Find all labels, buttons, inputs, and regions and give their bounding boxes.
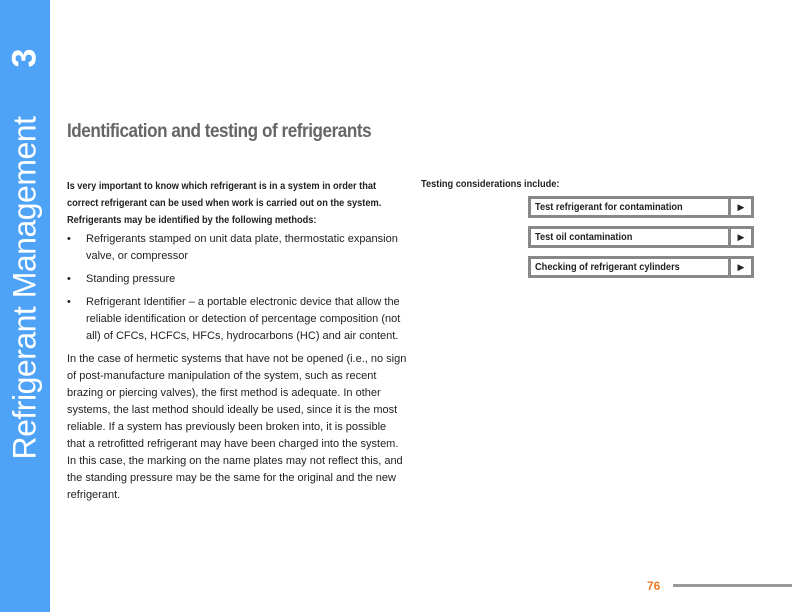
button-label: Test refrigerant for contamination — [535, 201, 683, 213]
body-paragraph: In the case of hermetic systems that have not be opened (i.e., no sign of post-manufacture manipulation of the system, such as recent brazing or piercing valves), the first method is adequate. In other systems, the last method should ideally be used, since it is the most reliable. If a system has previously been broken into, it is possible that a retrofitted refrigerant may have been charged into the system. In this case, the marking on the name plates may not reflect this, and the standing pressure may be the same for the original and the new refrigerant. — [67, 353, 407, 501]
list-item: • Standing pressure — [67, 271, 407, 288]
list-item: • Refrigerants stamped on unit data plate, thermostatic expansion valve, or compressor — [67, 231, 407, 265]
play-arrow-icon: ▶ — [728, 259, 751, 275]
page-number: 76 — [647, 579, 661, 593]
test-oil-button[interactable] — [528, 226, 754, 248]
methods-list — [67, 231, 407, 345]
intro-text: Is very important to know which refrigerant is in a system in order that correct refrigerant can be used when work is carried out on the system. Refrigerants may be identified by the following methods: — [67, 180, 382, 226]
body-column — [67, 231, 407, 504]
checking-cylinders-button[interactable] — [528, 256, 754, 278]
chapter-sidebar — [0, 0, 50, 612]
page-title: Identification and testing of refrigerants — [67, 121, 372, 142]
list-item: • Refrigerant Identifier – a portable electronic device that allow the reliable identification or detection of percentage composition (not all) of CFCs, HCFCs, HFCs, hydrocarbons (HC) and air content. — [67, 294, 407, 345]
play-arrow-icon: ▶ — [728, 229, 751, 245]
footer-rule — [673, 584, 792, 587]
button-label: Test oil contamination — [535, 231, 633, 243]
play-arrow-icon: ▶ — [728, 199, 751, 215]
chapter-number: 3 — [5, 48, 44, 68]
test-refrigerant-button[interactable] — [528, 196, 754, 218]
chapter-title: Refrigerant Management — [6, 116, 43, 460]
testing-heading: Testing considerations include: — [421, 178, 560, 190]
button-label: Checking of refrigerant cylinders — [535, 261, 680, 273]
